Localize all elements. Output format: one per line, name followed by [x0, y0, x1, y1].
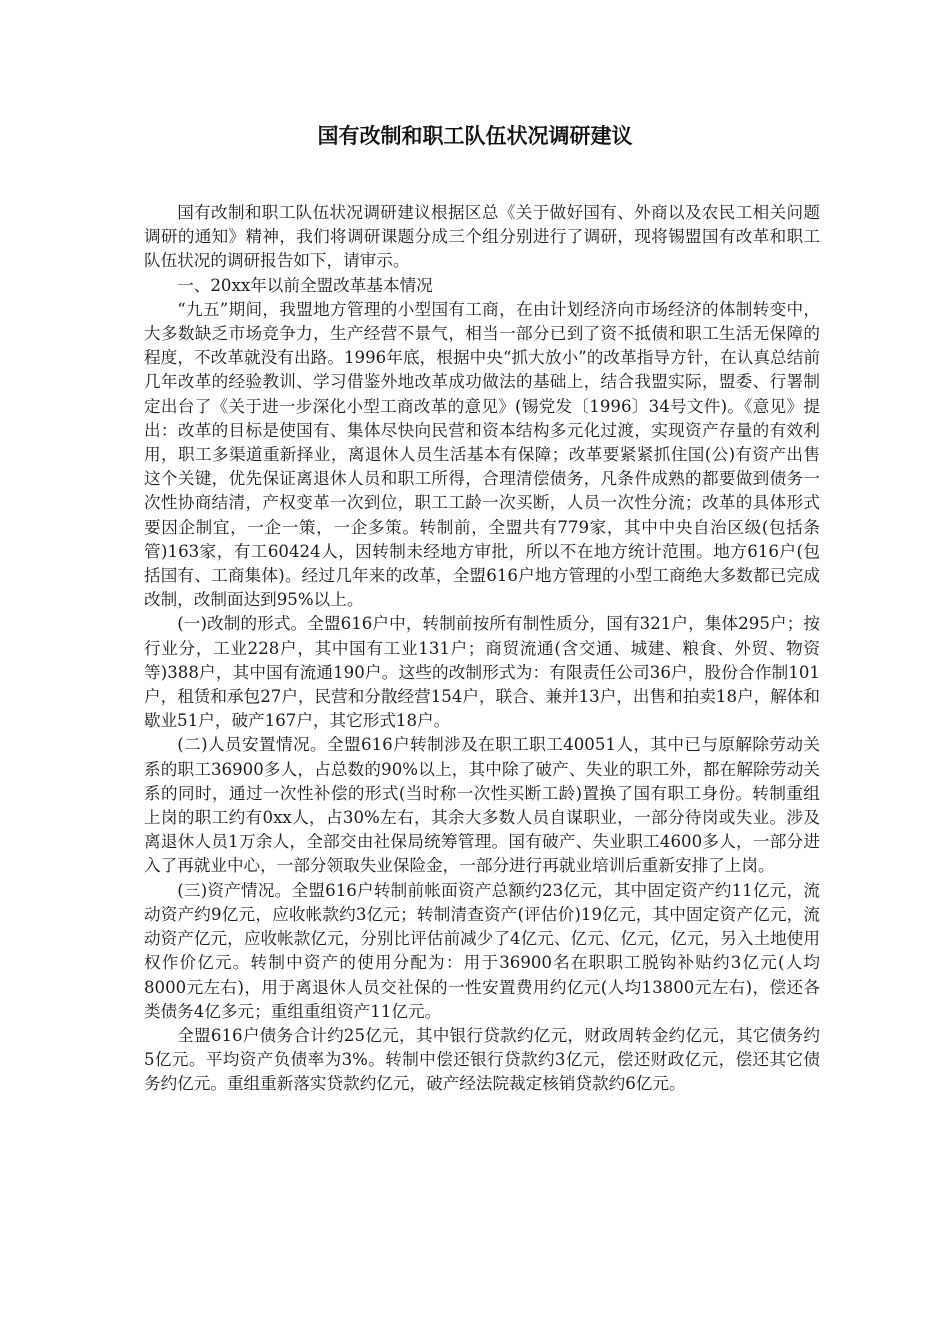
intro-paragraph: 国有改制和职工队伍状况调研建议根据区总《关于做好国有、外商以及农民工相关问题调研的通知》精神，我们将调研课题分成三个组分别进行了调研，现将锡盟国有改革和职工队伍状况的调研报告如下，请审示。 — [144, 203, 820, 271]
assets-paragraph: (三)资产情况。全盟616户转制前帐面资产总额约23亿元，其中固定资产约11亿元，流动资产约9亿元，应收帐款约3亿元；转制清查资产(评估价)19亿元，其中固定资产亿元，流动资产亿元，应收帐款亿元，分别比评估前减少了4亿元、亿元、亿元，亿元，另入土地使用权作价亿元。转制中资产的使用分配为：用于36900名在职职工脱钩补贴约3亿元(人均8000元左右)，用于离退休人员交社保的一性安置费用约亿元(人均13800元左右)，偿还各类债务4亿多元；重组重组资产11亿元。 — [144, 880, 820, 1021]
document-body — [144, 201, 820, 1097]
background-paragraph: “九五”期间，我盟地方管理的小型国有工商，在由计划经济向市场经济的体制转变中，大多数缺乏市场竞争力，生产经营不景气，相当一部分已到了资不抵债和职工生活无保障的程度，不改革就没有出路。1996年底，根据中央“抓大放小”的改革指导方针，在认真总结前几年改革的经验教训、学习借鉴外地改革成功做法的基础上，结合我盟实际，盟委、行署制定出台了《关于进一步深化小型工商改革的意见》(锡党发〔1996〕34号文件)。《意见》提出：改革的目标是使国有、集体尽快向民营和资本结构多元化过渡，实现资产存量的有效利用，职工多渠道重新择业，离退休人员生活基本有保障；改革要紧紧抓住国(公)有资产出售这个关键，优先保证离退休人员和职工所得，合理清偿债务，凡条件成熟的都要做到债务一次性协商结清，产权变革一次到位，职工工龄一次买断，人员一次性分流；改革的具体形式要因企制宜，一企一策，一企多策。转制前，全盟共有779家，其中中央自治区级(包括条管)163家，有工60424人，因转制未经地方审批，所以不在地方统计范围。地方616户(包括国有、工商集体)。经过几年来的改革，全盟616户地方管理的小型工商绝大多数都已完成改制，改制面达到95%以上。 — [144, 299, 820, 610]
document-title: 国有改制和职工队伍状况调研建议 — [317, 124, 633, 148]
debt-paragraph: 全盟616户债务合计约25亿元，其中银行贷款约亿元，财政周转金约亿元，其它债务约5亿元。平均资产负债率为3%。转制中偿还银行贷款约3亿元，偿还财政亿元，偿还其它债务约亿元。重组重新落实贷款约亿元，破产经法院裁定核销贷款约6亿元。 — [144, 1025, 820, 1094]
section-heading-1: 一、20xx年以前全盟改革基本情况 — [177, 275, 433, 295]
staff-placement-paragraph: (二)人员安置情况。全盟616户转制涉及在职工职工40051人，其中已与原解除劳动关系的职工36900多人，占总数的90%以上，其中除了破产、失业的职工外，都在解除劳动关系的同时，通过一次性补偿的形式(当时称一次性买断工龄)置换了国有职工身份。转制重组上岗的职工约有0xx人，占30%左右，其余大多数人员自谋职业，一部分待岗或失业。涉及离退休人员1万余人，全部交由社保局统筹管理。国有破产、失业职工4600多人，一部分进入了再就业中心，一部分领取失业保险金，一部分进行再就业培训后重新安排了上岗。 — [144, 735, 820, 876]
reform-forms-paragraph: (一)改制的形式。全盟616户中，转制前按所有制性质分，国有321户，集体295户；按行业分，工业228户，其中国有工业131户；商贸流通(含交通、城建、粮食、外贸、物资等)388户，其中国有流通190户。这些的改制形式为：有限责任公司36户，股份合作制101户，租赁和承包27户，民营和分散经营154户，联合、兼并13户，出售和拍卖18户，解体和歇业51户，破产167户，其它形式18户。 — [144, 614, 820, 731]
